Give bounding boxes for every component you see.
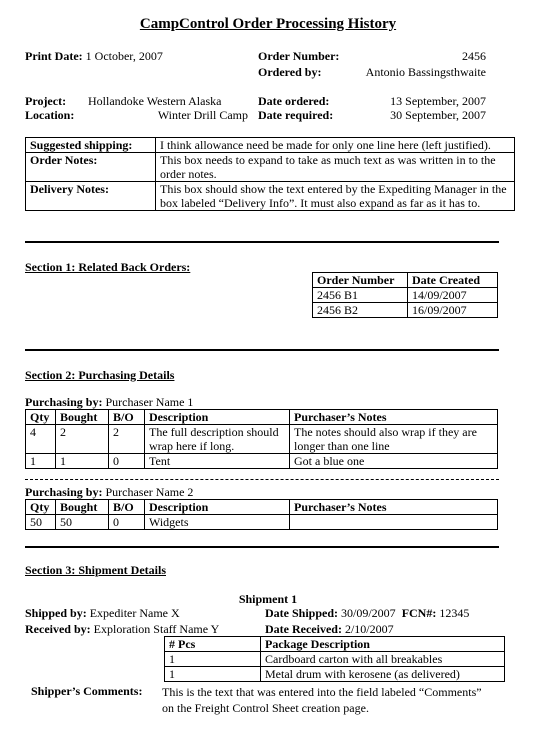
location-label: Location: bbox=[25, 108, 75, 122]
shipment-title: Shipment 1 bbox=[238, 592, 298, 606]
back-orders-table bbox=[312, 272, 498, 318]
purchasing-table-1 bbox=[25, 409, 498, 469]
received-by-label: Received by: bbox=[25, 622, 91, 636]
date-shipped-label: Date Shipped: bbox=[265, 606, 339, 620]
table-row bbox=[26, 454, 498, 469]
date-received bbox=[265, 622, 394, 637]
purchasing-by-label: Purchasing by: bbox=[25, 485, 103, 499]
delivery-notes-label: Delivery Notes: bbox=[26, 182, 156, 211]
order-notes-label: Order Notes: bbox=[26, 153, 156, 182]
received-by-value: Exploration Staff Name Y bbox=[93, 622, 220, 636]
col-bo: B/O bbox=[109, 410, 145, 425]
back-orders-header bbox=[313, 273, 498, 288]
table-row bbox=[165, 652, 505, 667]
date-ordered-value: 13 September, 2007 bbox=[390, 94, 486, 108]
purchasing-header bbox=[26, 410, 498, 425]
section1-title: Section 1: Related Back Orders: bbox=[25, 260, 191, 274]
page-title: CampControl Order Processing History bbox=[139, 16, 397, 32]
section3-title: Section 3: Shipment Details bbox=[25, 563, 166, 577]
section2-title: Section 2: Purchasing Details bbox=[25, 368, 175, 382]
col-description: Description bbox=[145, 410, 290, 425]
shipped-by-value: Expediter Name X bbox=[89, 606, 180, 620]
purchaser-name: Purchaser Name 1 bbox=[105, 395, 194, 409]
col-order-number: Order Number bbox=[313, 273, 408, 288]
table-row bbox=[26, 425, 498, 454]
location-value: Winter Drill Camp bbox=[157, 108, 248, 122]
bo-cell: 2 bbox=[109, 425, 145, 454]
notes-row-delivery bbox=[26, 182, 515, 211]
back-order-date: 16/09/2007 bbox=[408, 303, 498, 318]
purchaser-name: Purchaser Name 2 bbox=[105, 485, 194, 499]
qty-cell: 4 bbox=[26, 425, 56, 454]
order-number-label: Order Number: bbox=[258, 49, 340, 63]
notes-table bbox=[25, 137, 515, 211]
col-qty: Qty bbox=[26, 500, 56, 515]
notes-cell: Got a blue one bbox=[290, 454, 498, 469]
col-bought: Bought bbox=[56, 500, 109, 515]
bo-cell: 0 bbox=[109, 515, 145, 530]
table-row bbox=[313, 303, 498, 318]
back-order-date: 14/09/2007 bbox=[408, 288, 498, 303]
date-ordered-label: Date ordered: bbox=[258, 94, 330, 108]
date-required-value: 30 September, 2007 bbox=[390, 108, 486, 122]
print-date bbox=[25, 49, 163, 64]
purchasing-table-2 bbox=[25, 499, 498, 530]
qty-cell: 1 bbox=[26, 454, 56, 469]
divider bbox=[25, 546, 499, 548]
divider bbox=[25, 241, 499, 243]
qty-cell: 50 bbox=[26, 515, 56, 530]
col-bo: B/O bbox=[109, 500, 145, 515]
bought-cell: 2 bbox=[56, 425, 109, 454]
back-order-number: 2456 B2 bbox=[313, 303, 408, 318]
bo-cell: 0 bbox=[109, 454, 145, 469]
bought-cell: 50 bbox=[56, 515, 109, 530]
divider bbox=[25, 349, 499, 351]
notes-cell bbox=[290, 515, 498, 530]
delivery-notes-text: This box should show the text entered by the Expediting Manager in the box labeled “Delivery Info”. It must also expand as far as it has to. bbox=[156, 182, 515, 211]
suggested-shipping-label: Suggested shipping: bbox=[26, 138, 156, 153]
packages-table bbox=[164, 636, 505, 682]
description-cell: Widgets bbox=[145, 515, 290, 530]
dashed-divider bbox=[25, 479, 499, 480]
col-purchaser-notes: Purchaser’s Notes bbox=[290, 410, 498, 425]
date-shipped bbox=[265, 606, 469, 621]
table-row bbox=[26, 515, 498, 530]
print-date-label: Print Date: bbox=[25, 49, 83, 63]
col-pcs: # Pcs bbox=[165, 637, 261, 652]
table-row bbox=[165, 667, 505, 682]
order-number-value: 2456 bbox=[462, 49, 486, 63]
purchasing-by-2 bbox=[25, 485, 193, 500]
fcn-label: FCN#: bbox=[401, 606, 437, 620]
received-by bbox=[25, 622, 219, 637]
col-qty: Qty bbox=[26, 410, 56, 425]
shipper-comments-text: This is the text that was entered into the field labeled “Comments” on the Freight Control Sheet creation page. bbox=[162, 685, 482, 715]
date-received-value: 2/10/2007 bbox=[344, 622, 394, 636]
description-cell: Tent bbox=[145, 454, 290, 469]
pcs-cell: 1 bbox=[165, 667, 261, 682]
notes-row-order bbox=[26, 153, 515, 182]
ordered-by-value: Antonio Bassingsthwaite bbox=[365, 65, 486, 79]
purchasing-header bbox=[26, 500, 498, 515]
print-date-value: 1 October, 2007 bbox=[85, 49, 163, 63]
description-cell: The full description should wrap here if long. bbox=[145, 425, 290, 454]
table-row bbox=[313, 288, 498, 303]
col-bought: Bought bbox=[56, 410, 109, 425]
purchasing-by-1 bbox=[25, 395, 193, 410]
col-date-created: Date Created bbox=[408, 273, 498, 288]
fcn-value: 12345 bbox=[439, 606, 470, 620]
shipped-by bbox=[25, 606, 180, 621]
package-description-cell: Cardboard carton with all breakables bbox=[261, 652, 505, 667]
packages-header bbox=[165, 637, 505, 652]
shipper-comments-label: Shipper’s Comments: bbox=[31, 684, 143, 698]
notes-cell: The notes should also wrap if they are longer than one line bbox=[290, 425, 498, 454]
col-package-description: Package Description bbox=[261, 637, 505, 652]
col-description: Description bbox=[145, 500, 290, 515]
date-shipped-value: 30/09/2007 bbox=[341, 606, 396, 620]
date-required-label: Date required: bbox=[258, 108, 334, 122]
pcs-cell: 1 bbox=[165, 652, 261, 667]
col-purchaser-notes: Purchaser’s Notes bbox=[290, 500, 498, 515]
bought-cell: 1 bbox=[56, 454, 109, 469]
notes-row-shipping bbox=[26, 138, 515, 153]
shipped-by-label: Shipped by: bbox=[25, 606, 87, 620]
back-order-number: 2456 B1 bbox=[313, 288, 408, 303]
suggested-shipping-text: I think allowance need be made for only one line here (left justified). bbox=[156, 138, 515, 153]
package-description-cell: Metal drum with kerosene (as delivered) bbox=[261, 667, 505, 682]
project-label: Project: bbox=[25, 94, 67, 108]
ordered-by-label: Ordered by: bbox=[258, 65, 322, 79]
project-value: Hollandoke Western Alaska bbox=[88, 94, 222, 108]
purchasing-by-label: Purchasing by: bbox=[25, 395, 103, 409]
order-notes-text: This box needs to expand to take as much text as was written in to the order notes. bbox=[156, 153, 515, 182]
date-received-label: Date Received: bbox=[265, 622, 342, 636]
